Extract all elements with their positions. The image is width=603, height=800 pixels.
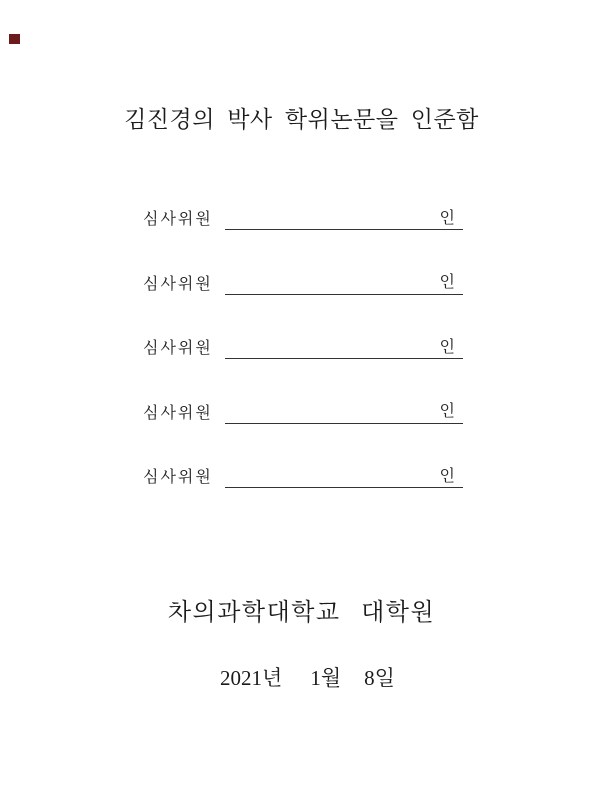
- seal-label: 인: [439, 274, 455, 292]
- date-month: 1월: [310, 666, 342, 690]
- date-year: 2021년: [220, 666, 283, 690]
- committee-label: 심사위원: [143, 469, 213, 486]
- seal-label: 인: [439, 209, 455, 227]
- signature-line: [225, 462, 463, 488]
- committee-row: [143, 204, 463, 230]
- signature-line: [225, 269, 463, 295]
- committee-row: [143, 269, 463, 295]
- signature-line: [225, 398, 463, 424]
- committee-label: 심사위원: [143, 404, 213, 422]
- committee-label: 심사위원: [143, 211, 213, 228]
- seal-label: 인: [439, 467, 455, 485]
- committee-label: 심사위원: [143, 340, 213, 357]
- page-title: 김진경의 박사 학위논문을 인준함: [124, 107, 479, 132]
- seal-label: 인: [439, 403, 455, 421]
- date-day: 8일: [364, 666, 395, 690]
- committee-row: [143, 462, 463, 488]
- signature-line: [225, 333, 463, 359]
- date-line: [6, 662, 603, 692]
- committee-signature-list: [143, 204, 463, 488]
- committee-label: 심사위원: [143, 275, 213, 293]
- red-square-mark: [9, 34, 20, 44]
- committee-row: [143, 398, 463, 424]
- seal-label: 인: [439, 338, 455, 356]
- institution-name: 차의과학대학교 대학원: [167, 600, 436, 626]
- signature-line: [225, 204, 463, 230]
- committee-row: [143, 333, 463, 359]
